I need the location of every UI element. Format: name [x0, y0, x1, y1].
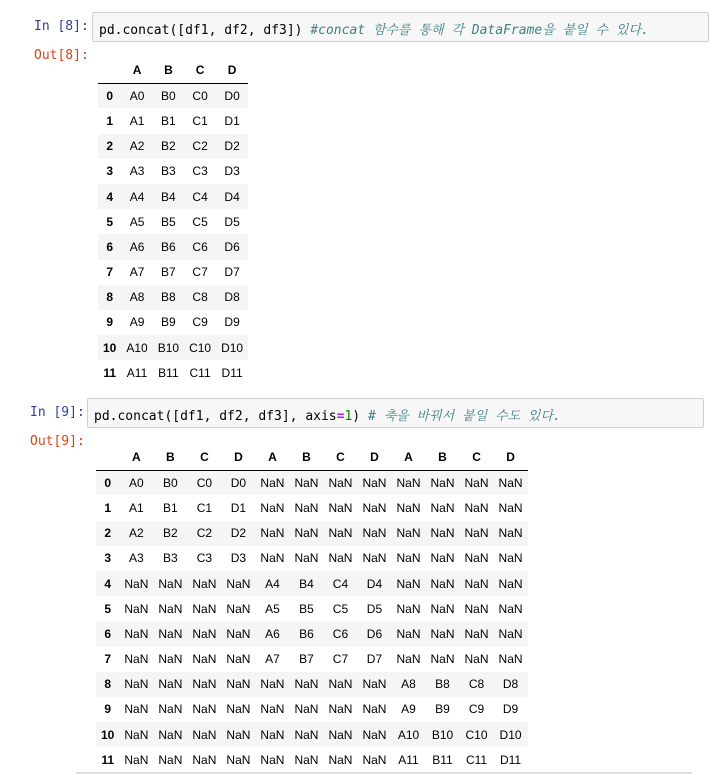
- table-cell: NaN: [260, 727, 285, 742]
- column-header: A: [255, 445, 289, 470]
- table-cell: A9: [129, 315, 145, 330]
- table-cell: C4: [332, 576, 349, 591]
- out-prompt-8: Out[8]:: [34, 48, 89, 63]
- table-cell: NaN: [464, 626, 489, 641]
- table-cell: NaN: [192, 752, 217, 767]
- code-text-end: ): [352, 409, 368, 424]
- table-cell: NaN: [498, 652, 523, 667]
- table-cell: NaN: [226, 727, 251, 742]
- table-cell: D8: [224, 290, 240, 305]
- table-cell: A3: [129, 164, 145, 179]
- table-cell: NaN: [294, 526, 319, 541]
- table-cell: B8: [435, 677, 450, 692]
- table-cell: NaN: [464, 526, 489, 541]
- table-row: [96, 672, 528, 697]
- table-cell: B5: [161, 214, 176, 229]
- table-cell: A2: [129, 139, 145, 154]
- table-cell: D1: [230, 500, 247, 515]
- table-cell: NaN: [362, 551, 387, 566]
- table-cell: NaN: [430, 526, 455, 541]
- row-index: 8: [106, 290, 114, 305]
- table-cell: A5: [265, 601, 280, 616]
- table-cell: C11: [189, 365, 211, 380]
- table-row: [98, 209, 248, 234]
- row-index: 8: [104, 677, 112, 692]
- table-cell: NaN: [226, 576, 251, 591]
- table-cell: D0: [230, 476, 247, 491]
- table-cell: NaN: [158, 752, 183, 767]
- out-prompt-9: Out[9]:: [30, 434, 85, 449]
- table-cell: B3: [163, 551, 178, 566]
- table-cell: NaN: [192, 702, 217, 717]
- table-row: [96, 747, 528, 772]
- table-cell: B6: [299, 626, 314, 641]
- table-cell: A8: [129, 290, 145, 305]
- table-cell: C9: [468, 702, 485, 717]
- table-cell: NaN: [226, 626, 251, 641]
- table-cell: NaN: [192, 626, 217, 641]
- table-cell: NaN: [498, 551, 523, 566]
- table-cell: C5: [192, 214, 208, 229]
- table-cell: D1: [224, 113, 240, 128]
- table-cell: A11: [398, 752, 419, 767]
- table-row: [98, 184, 248, 209]
- column-header: B: [153, 445, 187, 470]
- table-cell: D6: [366, 626, 383, 641]
- table-cell: NaN: [362, 526, 387, 541]
- table-cell: NaN: [158, 727, 183, 742]
- table-cell: B10: [157, 340, 180, 355]
- table-cell: NaN: [124, 601, 149, 616]
- table-row: [98, 310, 248, 335]
- table-cell: NaN: [362, 702, 387, 717]
- table-row: [96, 521, 528, 546]
- table-cell: C5: [332, 601, 349, 616]
- table-cell: A6: [265, 626, 280, 641]
- table-cell: NaN: [294, 702, 319, 717]
- column-header: A: [121, 58, 152, 83]
- column-header: A: [391, 445, 425, 470]
- table-cell: NaN: [396, 476, 421, 491]
- table-cell: B6: [161, 239, 176, 254]
- table-cell: NaN: [158, 601, 183, 616]
- row-index: 9: [104, 702, 112, 717]
- table-cell: D9: [502, 702, 519, 717]
- table-cell: D0: [224, 89, 240, 104]
- table-cell: D9: [224, 315, 240, 330]
- table-cell: NaN: [396, 576, 421, 591]
- row-index: 7: [104, 652, 112, 667]
- table-cell: C0: [192, 89, 208, 104]
- table-cell: NaN: [260, 551, 285, 566]
- table-cell: NaN: [464, 476, 489, 491]
- table-cell: D6: [224, 239, 240, 254]
- table-cell: NaN: [498, 476, 523, 491]
- table-cell: A4: [129, 189, 145, 204]
- in-prompt-8: In [8]:: [34, 19, 89, 34]
- table-row: [96, 596, 528, 621]
- table-row: [96, 470, 528, 495]
- row-index: 4: [106, 189, 114, 204]
- column-header: D: [216, 58, 248, 83]
- column-header: A: [119, 445, 153, 470]
- table-cell: D4: [366, 576, 383, 591]
- table-cell: C10: [189, 340, 212, 355]
- table-cell: A3: [129, 551, 144, 566]
- table-cell: C2: [192, 139, 208, 154]
- table-cell: D10: [499, 727, 522, 742]
- table-cell: NaN: [158, 702, 183, 717]
- table-cell: B1: [163, 500, 178, 515]
- code-text: pd.concat([df1, df2, df3]): [99, 23, 311, 38]
- table-cell: NaN: [260, 702, 285, 717]
- table-row: [96, 495, 528, 520]
- table-cell: NaN: [362, 727, 387, 742]
- table-row: [96, 621, 528, 646]
- row-index: 3: [106, 164, 114, 179]
- table-cell: A7: [265, 652, 280, 667]
- table-cell: C4: [192, 189, 208, 204]
- table-cell: B11: [158, 365, 179, 380]
- code-comment: # 축을 바꿔서 붙일 수도 있다.: [367, 409, 561, 424]
- column-header: D: [494, 445, 528, 470]
- table-cell: A0: [129, 476, 144, 491]
- table-cell: D10: [221, 340, 244, 355]
- table-cell: C7: [332, 652, 349, 667]
- table-cell: C1: [196, 500, 213, 515]
- row-index: 9: [106, 315, 114, 330]
- table-cell: C11: [465, 752, 488, 767]
- table-cell: NaN: [430, 626, 455, 641]
- column-header: B: [153, 58, 184, 83]
- table-cell: NaN: [328, 551, 353, 566]
- table-cell: NaN: [294, 752, 319, 767]
- table-cell: NaN: [226, 652, 251, 667]
- row-index: 4: [104, 576, 112, 591]
- table-cell: NaN: [124, 677, 149, 692]
- row-index: 5: [106, 214, 114, 229]
- table-cell: NaN: [226, 752, 251, 767]
- table-cell: A2: [129, 526, 144, 541]
- table-cell: B9: [161, 315, 176, 330]
- column-header: C: [323, 445, 357, 470]
- table-cell: NaN: [430, 652, 455, 667]
- table-row: [98, 108, 248, 133]
- table-row: [98, 360, 248, 385]
- table-cell: D8: [502, 677, 519, 692]
- row-index: 0: [104, 476, 112, 491]
- table-cell: NaN: [328, 702, 353, 717]
- table-cell: D7: [366, 652, 383, 667]
- table-cell: B7: [161, 265, 176, 280]
- table-cell: C3: [196, 551, 213, 566]
- code-operator: =: [336, 409, 345, 424]
- table-cell: NaN: [158, 652, 183, 667]
- table-cell: NaN: [464, 652, 489, 667]
- table-cell: NaN: [124, 626, 149, 641]
- table-cell: NaN: [124, 752, 149, 767]
- table-cell: NaN: [430, 476, 455, 491]
- table-cell: A10: [397, 727, 420, 742]
- horizontal-scrollbar[interactable]: [76, 772, 692, 774]
- table-cell: NaN: [464, 500, 489, 515]
- code-number: 1: [344, 409, 353, 424]
- table-cell: A0: [129, 89, 145, 104]
- column-header: B: [289, 445, 323, 470]
- table-cell: NaN: [158, 626, 183, 641]
- table-cell: A10: [126, 340, 148, 355]
- table-cell: C1: [192, 113, 208, 128]
- table-cell: B2: [163, 526, 178, 541]
- table-cell: A5: [129, 214, 145, 229]
- table-cell: A1: [129, 500, 144, 515]
- table-cell: B9: [435, 702, 450, 717]
- table-cell: NaN: [498, 500, 523, 515]
- table-cell: B7: [299, 652, 314, 667]
- table-cell: NaN: [294, 677, 319, 692]
- table-cell: C7: [192, 265, 208, 280]
- table-cell: NaN: [192, 727, 217, 742]
- table-cell: NaN: [362, 476, 387, 491]
- table-cell: A4: [265, 576, 280, 591]
- table-cell: NaN: [328, 476, 353, 491]
- table-cell: NaN: [328, 526, 353, 541]
- table-cell: B5: [299, 601, 314, 616]
- row-index: 11: [101, 752, 115, 767]
- column-header: C: [184, 58, 216, 83]
- table-cell: NaN: [226, 677, 251, 692]
- table-cell: A8: [401, 677, 416, 692]
- table-cell: NaN: [396, 652, 421, 667]
- table-cell: D5: [224, 214, 240, 229]
- row-index: 3: [104, 551, 112, 566]
- table-cell: B4: [299, 576, 314, 591]
- row-index: 6: [106, 239, 114, 254]
- table-row: [98, 260, 248, 285]
- table-cell: NaN: [430, 551, 455, 566]
- table-cell: D4: [224, 189, 240, 204]
- table-cell: D3: [230, 551, 247, 566]
- table-cell: NaN: [328, 752, 353, 767]
- row-index: 1: [104, 500, 112, 515]
- table-cell: C0: [196, 476, 213, 491]
- table-cell: A7: [129, 265, 145, 280]
- in-prompt-9: In [9]:: [30, 405, 85, 420]
- table-row: [96, 697, 528, 722]
- column-header: C: [187, 445, 221, 470]
- table-cell: NaN: [192, 601, 217, 616]
- row-index: 5: [104, 601, 112, 616]
- table-cell: NaN: [362, 677, 387, 692]
- table-row: [98, 159, 248, 184]
- table-cell: B0: [161, 89, 176, 104]
- table-cell: NaN: [396, 626, 421, 641]
- code-cell-8[interactable]: [92, 12, 709, 42]
- table-cell: NaN: [396, 601, 421, 616]
- table-cell: NaN: [498, 576, 523, 591]
- dataframe-output-8: [98, 58, 248, 385]
- code-comment: #concat 함수를 통해 각 DataFrame을 붙일 수 있다.: [310, 23, 649, 38]
- table-cell: NaN: [362, 752, 387, 767]
- table-cell: B10: [431, 727, 454, 742]
- table-cell: NaN: [464, 576, 489, 591]
- table-cell: A9: [401, 702, 416, 717]
- row-index: 10: [103, 340, 117, 355]
- table-cell: NaN: [158, 576, 183, 591]
- table-cell: NaN: [192, 677, 217, 692]
- table-row: [98, 234, 248, 259]
- table-cell: C8: [192, 290, 208, 305]
- table-cell: NaN: [260, 476, 285, 491]
- table-cell: D7: [224, 265, 240, 280]
- table-cell: NaN: [192, 652, 217, 667]
- table-cell: NaN: [430, 601, 455, 616]
- row-index: 6: [104, 626, 112, 641]
- table-cell: NaN: [294, 551, 319, 566]
- table-cell: C8: [468, 677, 485, 692]
- table-cell: A11: [126, 365, 148, 380]
- table-cell: D11: [499, 752, 522, 767]
- row-index: 10: [101, 727, 115, 742]
- table-cell: A1: [129, 113, 145, 128]
- table-cell: C6: [192, 239, 208, 254]
- table-cell: NaN: [498, 526, 523, 541]
- table-cell: NaN: [464, 551, 489, 566]
- table-cell: NaN: [396, 526, 421, 541]
- table-cell: NaN: [362, 500, 387, 515]
- table-cell: NaN: [124, 702, 149, 717]
- column-header: B: [426, 445, 460, 470]
- table-row: [96, 722, 528, 747]
- table-cell: NaN: [226, 601, 251, 616]
- table-cell: D3: [224, 164, 240, 179]
- table-cell: NaN: [464, 601, 489, 616]
- table-cell: B4: [161, 189, 176, 204]
- row-index: 2: [104, 526, 112, 541]
- table-row: [96, 647, 528, 672]
- column-header: D: [221, 445, 255, 470]
- table-cell: D5: [366, 601, 383, 616]
- table-cell: NaN: [260, 677, 285, 692]
- column-header: C: [460, 445, 494, 470]
- column-header: D: [357, 445, 391, 470]
- table-cell: B2: [161, 139, 176, 154]
- table-cell: B3: [161, 164, 176, 179]
- table-row: [96, 571, 528, 596]
- table-cell: NaN: [294, 476, 319, 491]
- row-index: 7: [106, 265, 114, 280]
- table-cell: D2: [224, 139, 240, 154]
- table-cell: NaN: [260, 500, 285, 515]
- table-cell: NaN: [124, 652, 149, 667]
- table-cell: NaN: [294, 500, 319, 515]
- table-cell: C2: [196, 526, 213, 541]
- table-cell: B0: [163, 476, 178, 491]
- row-index: 2: [106, 139, 114, 154]
- row-index: 1: [106, 113, 114, 128]
- table-cell: NaN: [192, 576, 217, 591]
- table-cell: NaN: [124, 727, 149, 742]
- code-text: pd.concat([df1, df2, df3], axis: [94, 409, 337, 424]
- table-cell: NaN: [430, 500, 455, 515]
- table-row: [96, 546, 528, 571]
- table-cell: A6: [129, 239, 145, 254]
- table-cell: D11: [221, 365, 243, 380]
- code-cell-9[interactable]: [87, 398, 704, 428]
- table-cell: B8: [161, 290, 176, 305]
- table-cell: C6: [332, 626, 349, 641]
- table-cell: NaN: [328, 500, 353, 515]
- table-cell: NaN: [328, 727, 353, 742]
- row-index: 0: [106, 89, 114, 104]
- table-row: [98, 285, 248, 310]
- table-cell: NaN: [328, 677, 353, 692]
- table-cell: NaN: [396, 500, 421, 515]
- table-cell: NaN: [260, 752, 285, 767]
- table-cell: NaN: [294, 727, 319, 742]
- table-cell: NaN: [430, 576, 455, 591]
- table-row: [98, 335, 248, 360]
- column-header: [98, 58, 121, 83]
- dataframe-output-9: [96, 445, 528, 772]
- table-cell: NaN: [260, 526, 285, 541]
- table-cell: NaN: [158, 677, 183, 692]
- table-cell: B1: [161, 113, 176, 128]
- table-row: [98, 134, 248, 159]
- table-cell: C3: [192, 164, 208, 179]
- row-index: 11: [103, 365, 117, 380]
- table-cell: D2: [230, 526, 247, 541]
- table-cell: C9: [192, 315, 208, 330]
- table-cell: NaN: [396, 551, 421, 566]
- table-cell: NaN: [124, 576, 149, 591]
- column-header: [96, 445, 119, 470]
- table-cell: C10: [465, 727, 488, 742]
- table-cell: NaN: [498, 626, 523, 641]
- table-row: [98, 83, 248, 108]
- table-cell: NaN: [226, 702, 251, 717]
- table-cell: B11: [432, 752, 453, 767]
- table-cell: NaN: [498, 601, 523, 616]
